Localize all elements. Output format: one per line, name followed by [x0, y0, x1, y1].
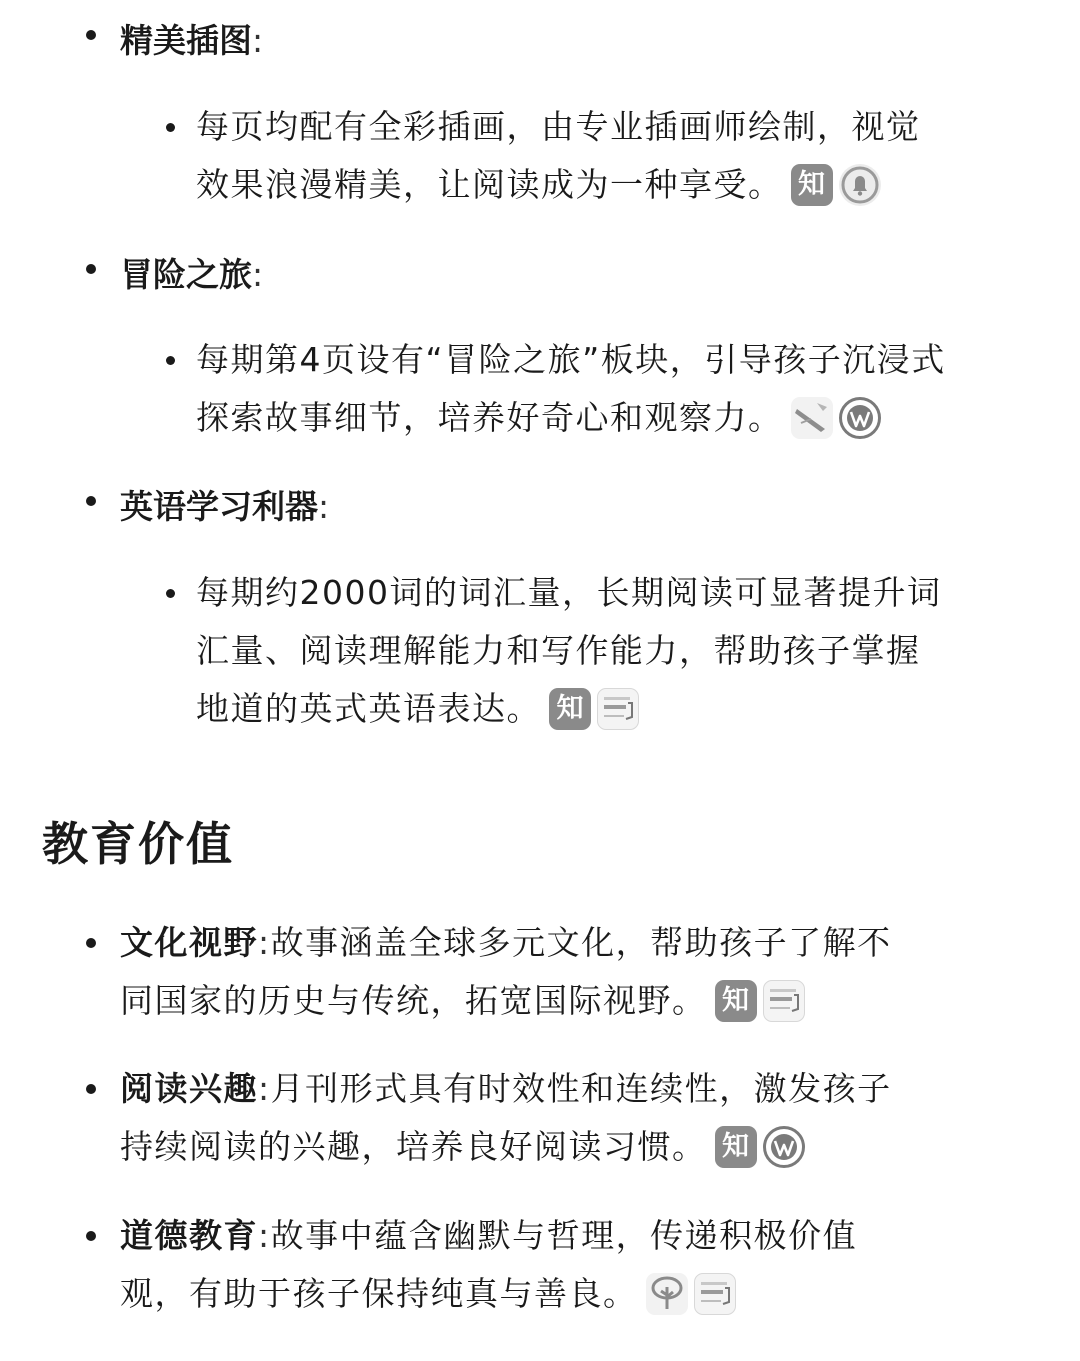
item-colon: : — [258, 923, 271, 962]
bullet — [166, 123, 175, 132]
item-colon: : — [258, 1216, 271, 1255]
item-colon: : — [318, 487, 330, 526]
doc88-icon[interactable] — [694, 1273, 736, 1315]
sub-item-line: 探索故事细节，培养好奇心和观察力。 — [196, 398, 783, 437]
bullet — [86, 30, 96, 40]
zhihu-icon[interactable]: 知 — [715, 980, 757, 1022]
doc88-icon[interactable] — [763, 980, 805, 1022]
sub-item-line: 效果浪漫精美，让阅读成为一种享受。 — [196, 165, 783, 204]
source-icons — [715, 1117, 811, 1175]
bullet — [86, 264, 96, 274]
bullet — [166, 589, 175, 598]
sub-item-line: 每页均配有全彩插画，由专业插画师绘制，视觉 — [196, 107, 921, 146]
item-label: 阅读兴趣 — [120, 1069, 258, 1108]
pen-icon[interactable] — [791, 397, 833, 439]
item-text: 月刊形式具有时效性和连续性，激发孩子 — [270, 1069, 892, 1108]
item-label: 文化视野 — [120, 923, 258, 962]
bullet — [166, 356, 175, 365]
item-colon: : — [252, 255, 264, 294]
wordpress-icon[interactable] — [763, 1126, 805, 1168]
bullet — [86, 1084, 96, 1094]
item-colon: : — [258, 1069, 271, 1108]
tree-icon[interactable] — [646, 1273, 688, 1315]
doc88-icon[interactable] — [597, 688, 639, 730]
source-icons — [791, 155, 887, 213]
item-text: 持续阅读的兴趣，培养良好阅读习惯。 — [120, 1127, 707, 1166]
zhihu-icon[interactable]: 知 — [549, 688, 591, 730]
item-text: 故事涵盖全球多元文化，帮助孩子了解不 — [270, 923, 892, 962]
section-heading: 教育价值 — [42, 817, 234, 871]
source-icons — [791, 388, 887, 446]
sub-item-line: 每期第4页设有“冒险之旅”板块，引导孩子沉浸式 — [196, 340, 946, 379]
source-icons — [549, 679, 645, 737]
wordpress-icon[interactable] — [839, 397, 881, 439]
sub-item-line: 地道的英式英语表达。 — [196, 689, 541, 728]
bullet — [86, 496, 96, 506]
item-label: 英语学习利器 — [120, 487, 318, 526]
item-label: 精美插图 — [120, 21, 252, 60]
bullet — [86, 1231, 96, 1241]
item-text: 同国家的历史与传统，拓宽国际视野。 — [120, 981, 707, 1020]
sub-item-line: 汇量、阅读理解能力和写作能力，帮助孩子掌握 — [196, 631, 921, 670]
item-text: 故事中蕴含幽默与哲理，传递积极价值 — [270, 1216, 858, 1255]
source-icons — [646, 1264, 742, 1322]
item-text: 观，有助于孩子保持纯真与善良。 — [120, 1274, 638, 1313]
bullet — [86, 938, 96, 948]
source-icons — [715, 971, 811, 1029]
item-colon: : — [252, 21, 264, 60]
zhihu-icon[interactable]: 知 — [791, 164, 833, 206]
sub-item-line: 每期约2000词的词汇量，长期阅读可显著提升词 — [196, 573, 942, 612]
bell-icon[interactable] — [839, 164, 881, 206]
item-label: 道德教育 — [120, 1216, 258, 1255]
item-label: 冒险之旅 — [120, 255, 252, 294]
zhihu-icon[interactable]: 知 — [715, 1126, 757, 1168]
